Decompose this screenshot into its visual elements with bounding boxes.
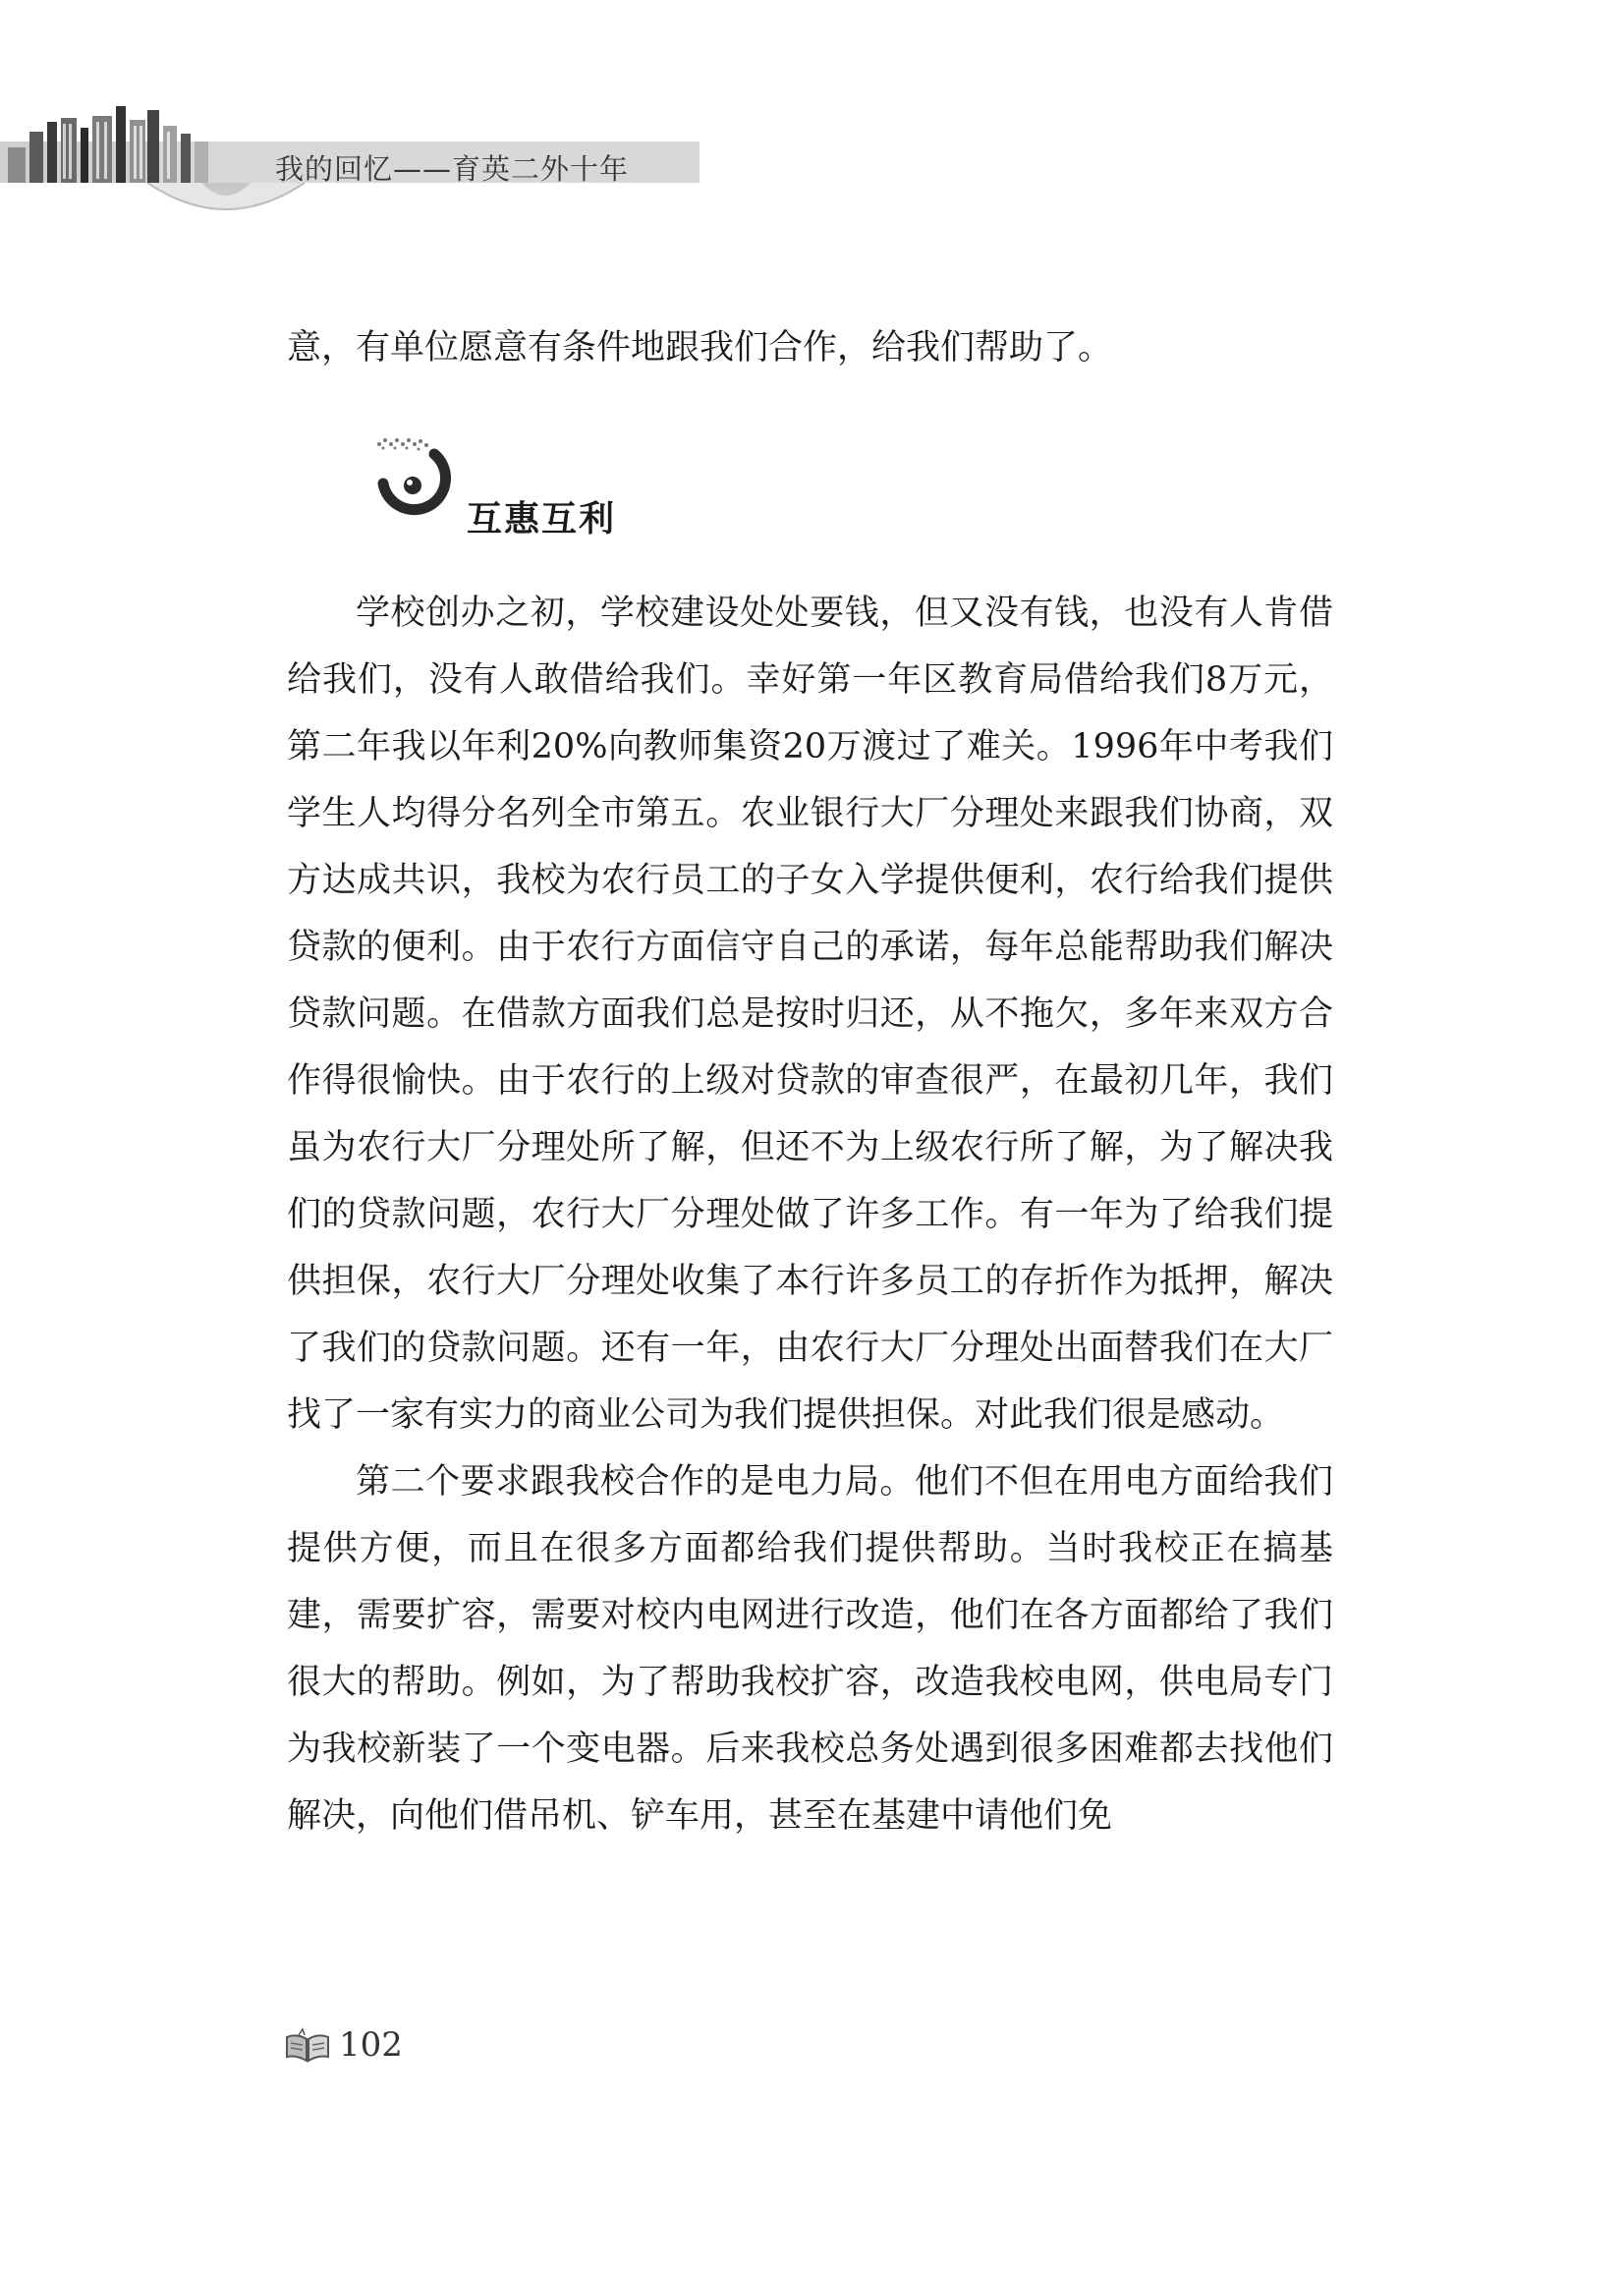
section-heading [373,432,963,550]
page-number: 102 [339,2025,403,2065]
open-book-icon [285,2027,330,2067]
paragraph: 第二个要求跟我校合作的是电力局。他们不但在用电方面给我们提供方便，而且在很多方面都给我们提供帮助。当时我校正在搞基建，需要扩容，需要对校内电网进行改造，他们在各方面都给了我们很大的帮助。例如，为了帮助我校扩容，改造我校电网，供电局专门为我校新装了一个变电器。后来我校总务处遇到很多困难都去找他们解决，向他们借吊机、铲车用，甚至在基建中请他们免 [287,1462,1333,1836]
paragraph: 学校创办之初，学校建设处处要钱，但又没有钱，也没有人肯借给我们，没有人敢借给我们。幸好第一年区教育局借给我们8万元，第二年我以年利20%向教师集资20万渡过了难关。1996年中考我们学生人均得分名列全市第五。农业银行大厂分理处来跟我们协商，双方达成共识，我校为农行员工的子女入学提供便利，农行给我们提供贷款的便利。由于农行方面信守自己的承诺，每年总能帮助我们解决贷款问题。在借款方面我们总是按时归还，从不拖欠，多年来双方合作得很愉快。由于农行的上级对贷款的审查很严，在最初几年，我们虽为农行大厂分理处所了解，但还不为上级农行所了解，为了解决我们的贷款问题，农行大厂分理处做了许多工作。有一年为了给我们提供担保，农行大厂分理处收集了本行许多员工的存折作为抵押，解决了我们的贷款问题。还有一年，由农行大厂分理处出面替我们在大厂找了一家有实力的商业公司为我们提供担保。对此我们很是感动。 [287,594,1333,1435]
running-header-title: 我的回忆——育英二外十年 [275,152,630,186]
body-text [287,580,1333,1849]
page-footer [285,2019,580,2078]
swirl-bullet-icon [373,432,462,521]
section-title: 互惠互利 [467,498,617,539]
continuation-line: 意，有单位愿意有条件地跟我们合作，给我们帮助了。 [287,328,1113,368]
